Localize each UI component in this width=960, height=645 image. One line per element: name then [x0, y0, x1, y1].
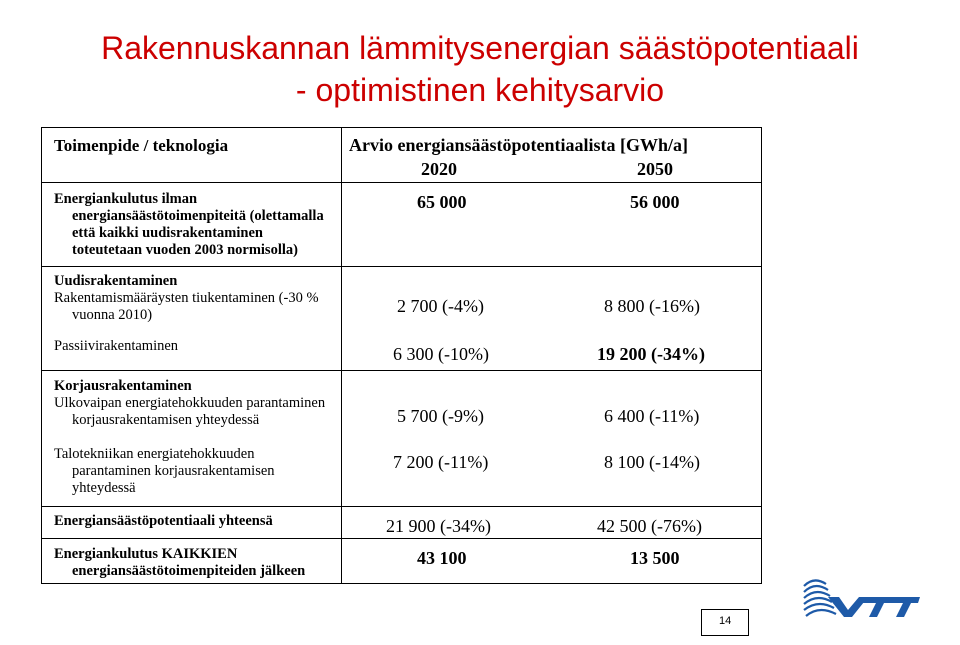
header-divider — [41, 182, 762, 183]
page-subtitle: - optimistinen kehitysarvio — [295, 72, 665, 108]
column-header-estimate: Arvio energiansäästöpotentiaalista [GWh/a] — [349, 135, 688, 155]
row-label-building-services: parantaminen korjausrakentamisen — [72, 463, 275, 479]
row-label-passive-construction: Passiivirakentaminen — [54, 338, 179, 354]
section-label-new-construction: Uudisrakentaminen — [54, 273, 178, 289]
row-label-building-services: Talotekniikan energiatehokkuuden — [54, 446, 255, 462]
row-divider — [41, 538, 762, 539]
row-label-baseline: toteutetaan vuoden 2003 normisolla) — [72, 242, 298, 258]
year-2050-header: 2050 — [637, 159, 673, 179]
value-2050-baseline: 56 000 — [630, 192, 680, 212]
row-label-final-consumption: Energiankulutus KAIKKIEN — [54, 546, 238, 562]
vtt-logo — [802, 572, 922, 622]
value-2050-final-consumption: 13 500 — [630, 548, 680, 568]
row-label-baseline-title: Energiankulutus ilman — [54, 191, 198, 207]
row-divider — [41, 266, 762, 267]
value-2050-services: 8 100 (-14%) — [604, 452, 700, 472]
value-2020-envelope: 5 700 (-9%) — [397, 406, 484, 426]
row-label-building-services: yhteydessä — [72, 480, 136, 496]
value-2020-services: 7 200 (-11%) — [393, 452, 489, 472]
value-2020-total-savings: 21 900 (-34%) — [386, 516, 491, 536]
value-2020-baseline: 65 000 — [417, 192, 467, 212]
page-number: 14 — [719, 615, 732, 627]
row-label-baseline: energiansäästötoimenpiteitä (olettamalla — [72, 208, 324, 224]
value-2020-final-consumption: 43 100 — [417, 548, 467, 568]
value-2020-passive: 6 300 (-10%) — [393, 344, 489, 364]
value-2050-total-savings: 42 500 (-76%) — [597, 516, 702, 536]
column-header-measure: Toimenpide / teknologia — [54, 136, 229, 155]
row-label-envelope: korjausrakentamisen yhteydessä — [72, 412, 260, 428]
value-2050-passive: 19 200 (-34%) — [597, 344, 705, 364]
value-2050-regulations: 8 800 (-16%) — [604, 296, 700, 316]
section-label-renovation: Korjausrakentaminen — [54, 378, 192, 394]
row-label-building-regulations: vuonna 2010) — [72, 307, 153, 323]
row-label-total-savings: Energiansäästöpotentiaali yhteensä — [54, 513, 273, 529]
row-label-building-regulations: Rakentamismääräysten tiukentaminen (-30 % — [54, 290, 319, 306]
column-divider — [341, 127, 342, 584]
row-divider — [41, 370, 762, 371]
value-2050-envelope: 6 400 (-11%) — [604, 406, 700, 426]
row-label-final-consumption: energiansäästötoimenpiteiden jälkeen — [72, 563, 306, 579]
value-2020-regulations: 2 700 (-4%) — [397, 296, 484, 316]
row-divider — [41, 506, 762, 507]
row-label-envelope: Ulkovaipan energiatehokkuuden parantaminen — [54, 395, 326, 411]
page-title: Rakennuskannan lämmitysenergian säästöpotentiaali — [101, 30, 859, 66]
row-label-baseline: että kaikki uudisrakentaminen — [72, 225, 263, 241]
year-2020-header: 2020 — [421, 159, 457, 179]
